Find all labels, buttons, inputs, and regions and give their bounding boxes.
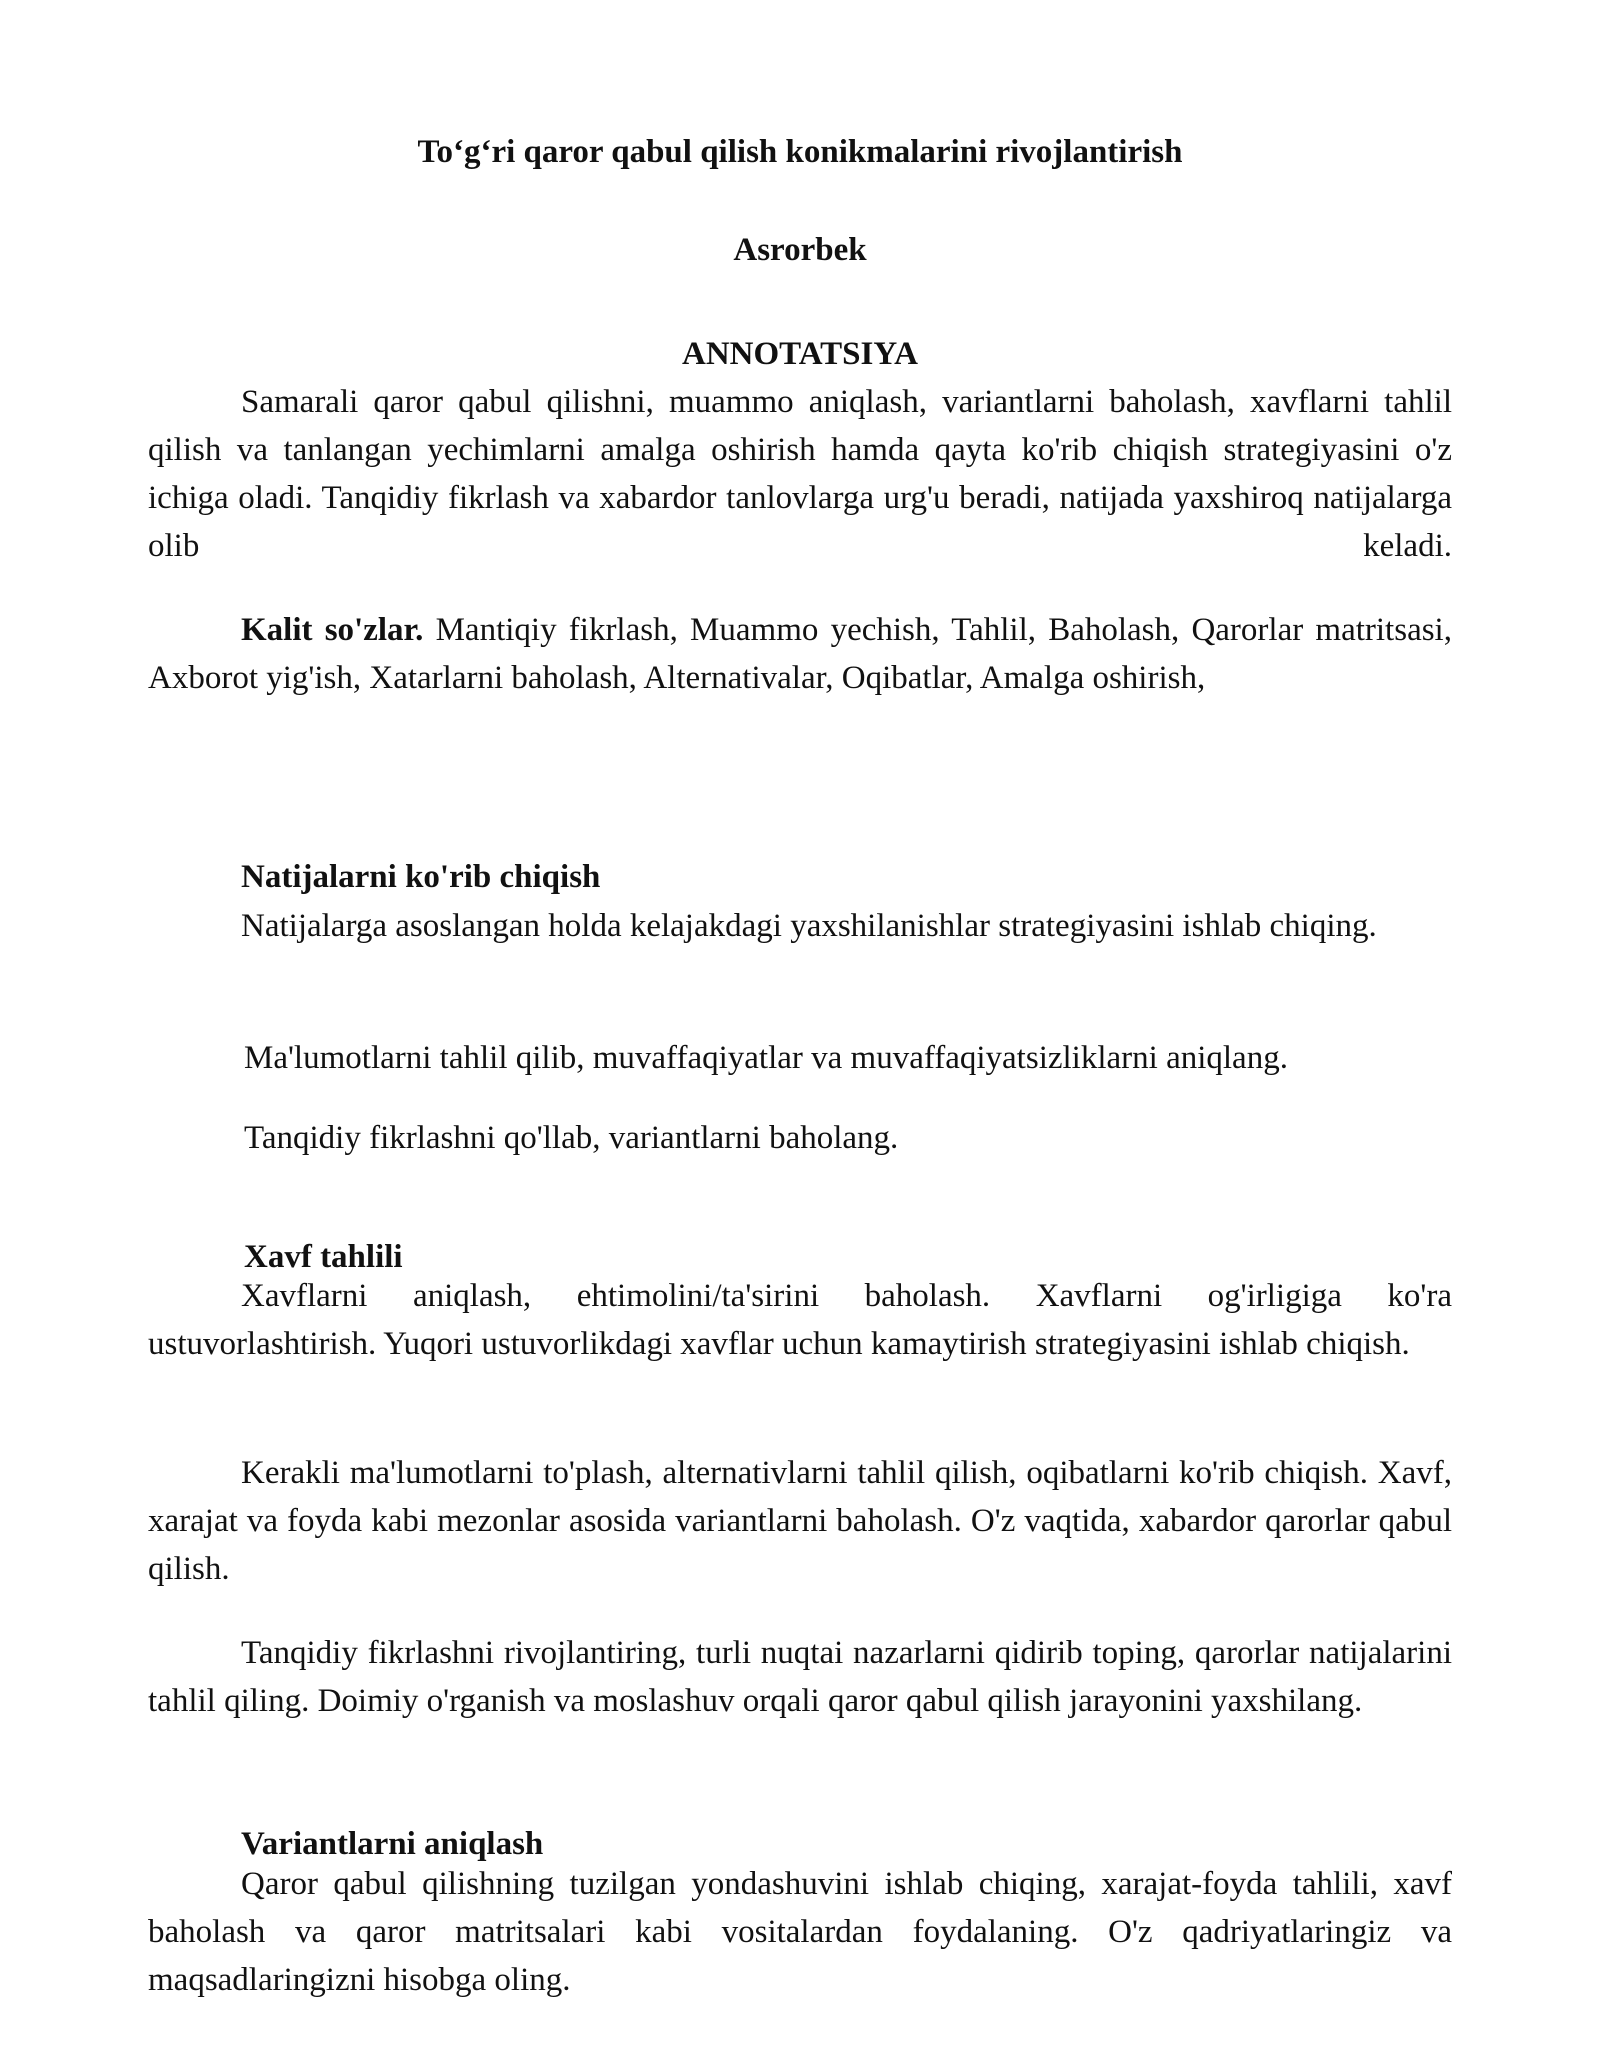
keywords-text: Mantiqiy fikrlash, Muammo yechish, Tahlil, Baholash, Qarorlar matritsasi, Axborot yig'ish, Xatarlarni baholash, Alternativalar, Oqibatlar, Amalga oshirish, bbox=[148, 612, 1452, 696]
results-line-1: Ma'lumotlarni tahlil qilib, muvaffaqiyatlar va muvaffaqiyatsizliklarni aniqlang. bbox=[244, 1040, 1288, 1076]
keywords-paragraph bbox=[148, 606, 1452, 702]
section-heading-results: Natijalarni ko'rib chiqish bbox=[241, 859, 601, 895]
document-author: Asrorbek bbox=[733, 232, 867, 268]
section-heading-options: Variantlarni aniqlash bbox=[241, 1826, 544, 1862]
annotation-heading: ANNOTATSIYA bbox=[682, 336, 918, 372]
risk-paragraph-1: Xavflarni aniqlash, ehtimolini/ta'sirini baholash. Xavflarni og'irligiga ko'ra ustuvorlashtirish. Yuqori ustuvorlikdagi xavflar uchun kamaytirish strategiyasini ishlab chiqish. bbox=[148, 1278, 1452, 1362]
results-line-2: Tanqidiy fikrlashni qo'llab, variantlarni baholang. bbox=[244, 1120, 899, 1156]
results-paragraph: Natijalarga asoslangan holda kelajakdagi yaxshilanishlar strategiyasini ishlab chiqing. bbox=[241, 908, 1377, 944]
document-title: To‘g‘ri qaror qabul qilish konikmalarini rivojlantirish bbox=[417, 134, 1183, 170]
risk-paragraph-2: Kerakli ma'lumotlarni to'plash, alternativlarni tahlil qilish, oqibatlarni ko'rib chiqish. Xavf, xarajat va foyda kabi mezonlar asosida variantlarni baholash. O'z vaqtida, xabardor qarorlar qabul qilish. bbox=[148, 1455, 1452, 1587]
section-heading-risk: Xavf tahlili bbox=[244, 1239, 403, 1275]
annotation-paragraph: Samarali qaror qabul qilishni, muammo aniqlash, variantlarni baholash, xavflarni tahlil qilish va tanlangan yechimlarni amalga oshirish hamda qayta ko'rib chiqish strategiyasini o'z ichiga oladi. Tanqidiy fikrlash va xabardor tanlovlarga urg'u beradi, natijada yaxshiroq natijalarga olib keladi. bbox=[148, 384, 1452, 564]
options-paragraph: Qaror qabul qilishning tuzilgan yondashuvini ishlab chiqing, xarajat-foyda tahlili, xavf baholash va qaror matritsalari kabi vositalardan foydalaning. O'z qadriyatlaringiz va maqsadlaringizni hisobga oling. bbox=[148, 1866, 1452, 1998]
keywords-label: Kalit so'zlar. bbox=[241, 612, 424, 648]
risk-paragraph-3: Tanqidiy fikrlashni rivojlantiring, turli nuqtai nazarlarni qidirib toping, qarorlar natijalarini tahlil qiling. Doimiy o'rganish va moslashuv orqali qaror qabul qilish jarayonini yaxshilang. bbox=[148, 1635, 1452, 1719]
